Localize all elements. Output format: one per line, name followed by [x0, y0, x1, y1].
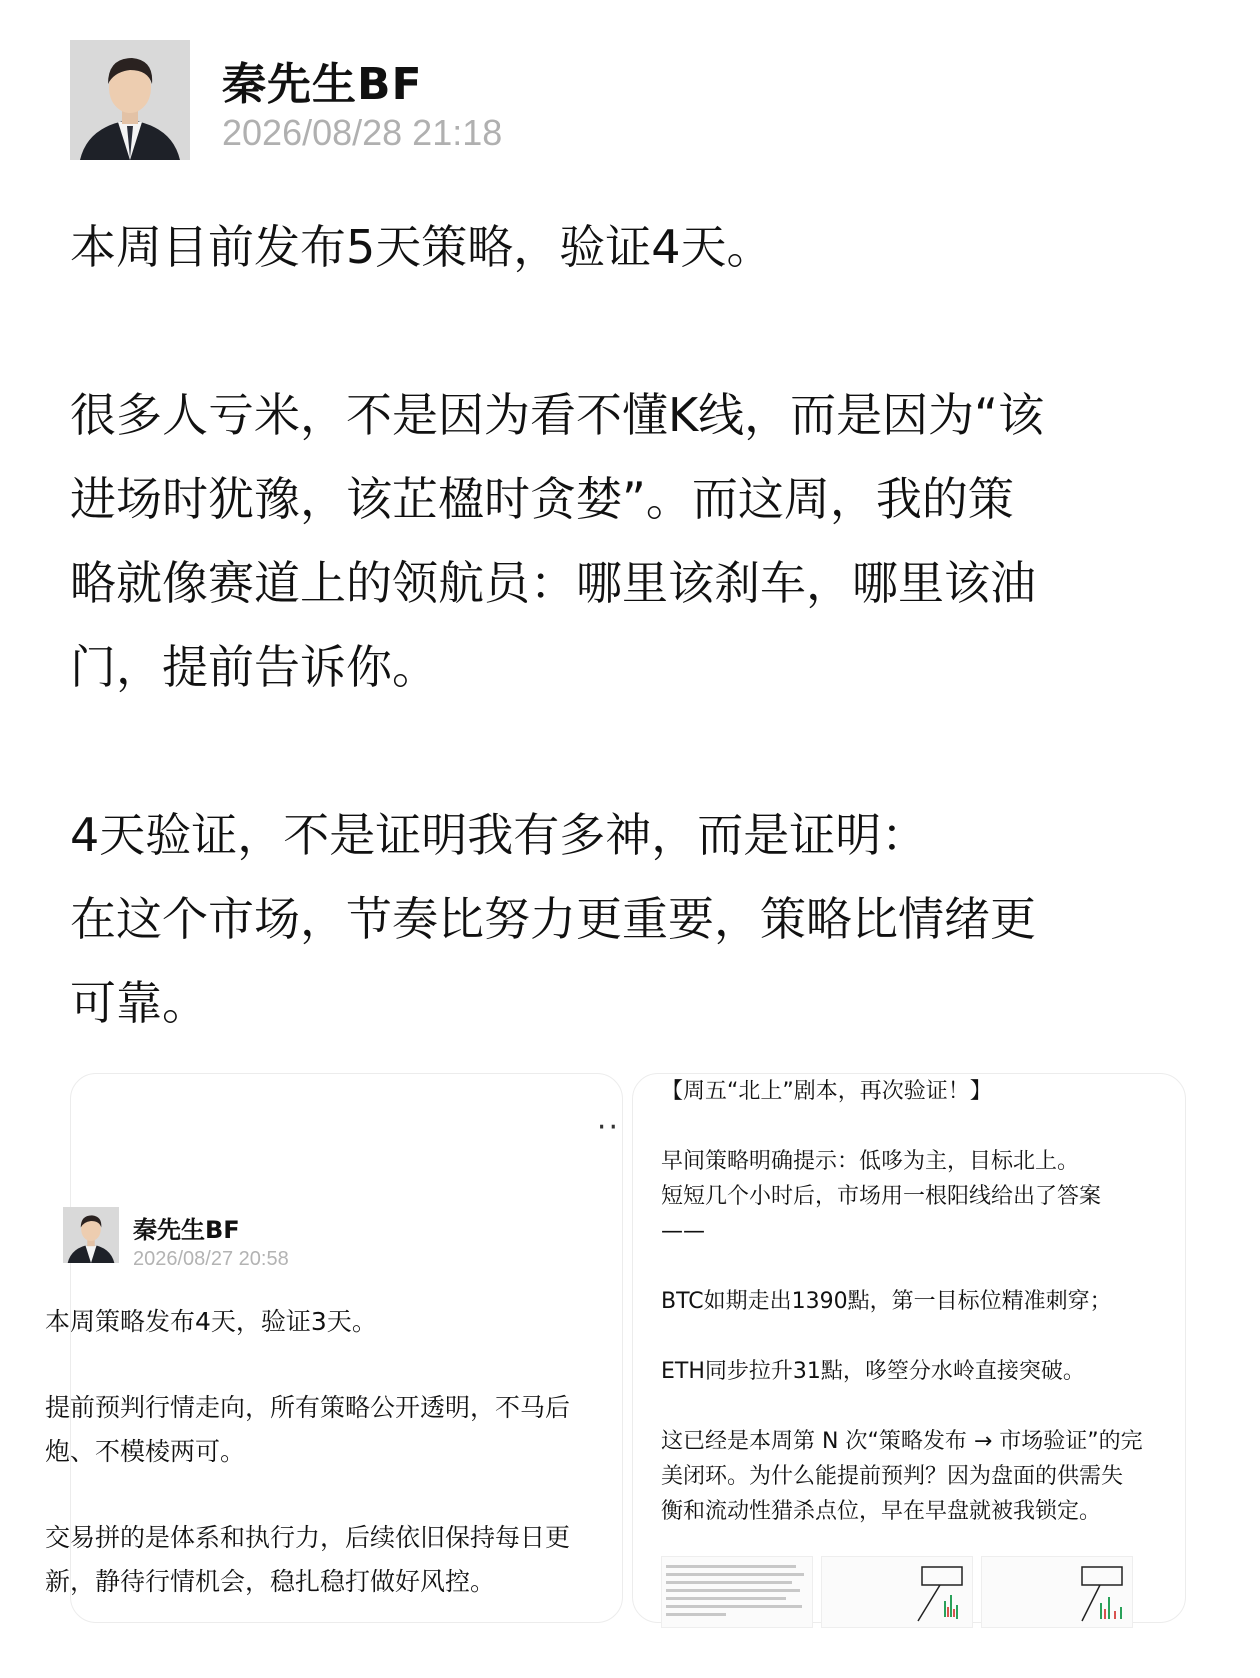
screenshot-line: ——: [661, 1219, 705, 1244]
attached-image-1[interactable]: [45, 1073, 623, 1623]
paragraph-gap: [70, 709, 1170, 793]
mini-line: 本周策略发布4天，验证3天。: [45, 1307, 377, 1336]
post-line: 可靠。: [70, 976, 208, 1030]
thumbnail-chart-image: [822, 1557, 972, 1627]
paragraph-gap: [661, 1109, 1181, 1144]
mini-line: 炮、不模棱两可。: [45, 1437, 246, 1466]
mini-author-name: 秦先生BF: [133, 1216, 240, 1244]
paragraph-gap: [661, 1319, 1181, 1354]
post-line: 略就像赛道上的领航员：哪里该刹车，哪里该油: [70, 556, 1036, 610]
avatar-portrait-image: [63, 1207, 119, 1263]
mini-line: 提前预判行情走向，所有策略公开透明，不马后: [45, 1393, 571, 1422]
screenshot-line: 短短几个小时后，市场用一根阳线给出了答案: [661, 1184, 1102, 1209]
mini-timestamp: 2026/08/27 20:58: [133, 1248, 289, 1270]
post-line: 在这个市场，节奏比努力更重要，策略比情绪更: [70, 892, 1036, 946]
thumbnail-strip: [661, 1556, 1181, 1626]
post-line: 很多人亏米，不是因为看不懂K线，而是因为“该: [70, 388, 1044, 442]
screenshot-line: 【周五“北上”剧本，再次验证！】: [661, 1079, 992, 1104]
paragraph-gap: [661, 1389, 1181, 1424]
paragraph-gap: [70, 289, 1170, 373]
more-dots-icon: ··: [596, 1110, 620, 1145]
screenshot-post-body: [661, 1074, 1181, 1529]
paragraph-gap: [45, 1474, 635, 1516]
author-name[interactable]: 秦先生BF: [222, 59, 423, 110]
post-body: [70, 205, 1170, 1045]
paragraph-gap: [661, 1249, 1181, 1284]
post-timestamp: 2026/08/28 21:18: [222, 112, 503, 153]
post-line: 门，提前告诉你。: [70, 640, 438, 694]
mini-author-avatar: [63, 1207, 119, 1263]
attached-image-2[interactable]: [632, 1073, 1186, 1623]
thumbnail-chart-image: [982, 1557, 1132, 1627]
screenshot-line: 这已经是本周第 N 次“策略发布 → 市场验证”的完: [661, 1429, 1143, 1454]
screenshot-line: 美闭环。为什么能提前预判？因为盘面的供需失: [661, 1464, 1124, 1489]
mini-line: 交易拼的是体系和执行力，后续依旧保持每日更: [45, 1523, 571, 1552]
post-line: 4天验证，不是证明我有多神，而是证明：: [70, 808, 928, 862]
screenshot-line: 早间策略明确提示：低哆为主，目标北上。: [661, 1149, 1080, 1174]
author-avatar[interactable]: [70, 40, 190, 160]
mini-line: 新，静待行情机会，稳扎稳打做好风控。: [45, 1567, 496, 1596]
mini-post-body: [45, 1300, 635, 1604]
screenshot-line: BTC如期走出1390點，第一目标位精准刺穿；: [661, 1289, 1112, 1314]
screenshot-line: 衡和流动性猎杀点位，早在早盘就被我锁定。: [661, 1499, 1102, 1524]
thumbnail-chart-1: [821, 1556, 973, 1628]
post-line: 进场时犹豫，该芷楹时贪婪”。而这周，我的策: [70, 472, 1014, 526]
screenshot-line: ETH同步拉升31點，哆箜分水岭直接突破。: [661, 1359, 1085, 1384]
post-header: [70, 38, 1190, 166]
thumbnail-text-post: [661, 1556, 813, 1628]
thumbnail-chart-2: [981, 1556, 1133, 1628]
avatar-portrait-image: [70, 40, 190, 160]
paragraph-gap: [45, 1344, 635, 1386]
post-line: 本周目前发布5天策略，验证4天。: [70, 220, 773, 274]
thumbnail-text-image: [662, 1557, 812, 1627]
